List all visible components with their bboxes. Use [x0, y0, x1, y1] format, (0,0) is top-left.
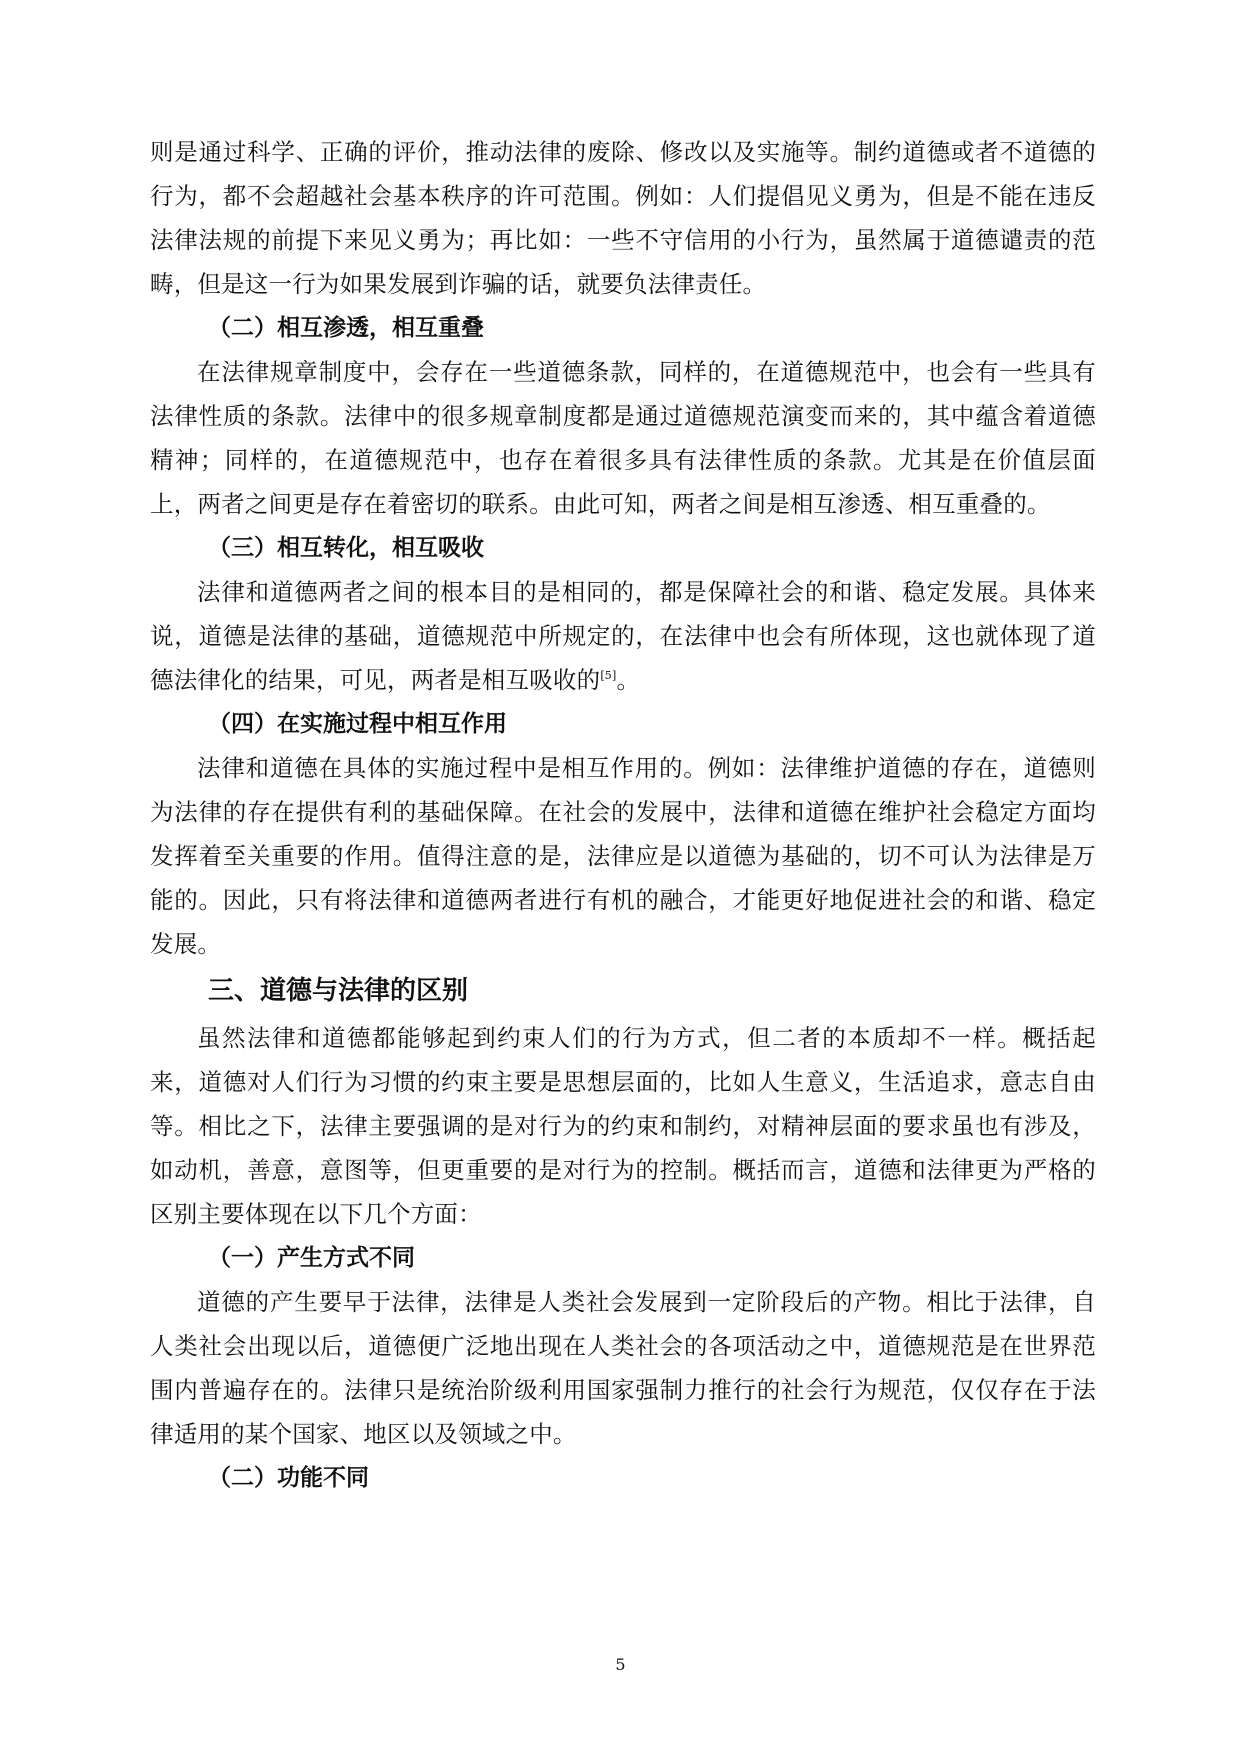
paragraph-mutual-transformation	[150, 570, 1096, 702]
paragraph-end: 。	[616, 666, 641, 694]
subheading-origin: （一）产生方式不同	[208, 1245, 415, 1271]
subheading-mutual-penetration: （二）相互渗透，相互重叠	[208, 315, 484, 341]
paragraph-differences-intro: 虽然法律和道德都能够起到约束人们的行为方式，但二者的本质却不一样。概括起来，道德对人们行为习惯的约束主要是思想层面的，比如人生意义，生活追求，意志自由等。相比之下，法律主要强调的是对行为的约束和制约，对精神层面的要求虽也有涉及，如动机，善意，意图等，但更重要的是对行为的控制。概括而言，道德和法律更为严格的区别主要体现在以下几个方面：	[150, 1024, 1096, 1228]
paragraph-mutual-penetration: 在法律规章制度中，会存在一些道德条款，同样的，在道德规范中，也会有一些具有法律性质的条款。法律中的很多规章制度都是通过道德规范演变而来的，其中蕴含着道德精神；同样的，在道德规范中，也存在着很多具有法律性质的条款。尤其是在价值层面上，两者之间更是存在着密切的联系。由此可知，两者之间是相互渗透、相互重叠的。	[150, 358, 1096, 518]
paragraph-text: 法律和道德两者之间的根本目的是相同的，都是保障社会的和谐、稳定发展。具体来说，道德是法律的基础，道德规范中所规定的，在法律中也会有所体现，这也就体现了道德法律化的结果，可见，两者是相互吸收的	[150, 578, 1096, 694]
subheading-interaction: （四）在实施过程中相互作用	[208, 711, 507, 737]
paragraph-continued: 则是通过科学、正确的评价，推动法律的废除、修改以及实施等。制约道德或者不道德的行为，都不会超越社会基本秩序的许可范围。例如：人们提倡见义勇为，但是不能在违反法律法规的前提下来见义勇为；再比如：一些不守信用的小行为，虽然属于道德谴责的范畴，但是这一行为如果发展到诈骗的话，就要负法律责任。	[150, 138, 1096, 298]
paragraph-origin: 道德的产生要早于法律，法律是人类社会发展到一定阶段后的产物。相比于法律，自人类社会出现以后，道德便广泛地出现在人类社会的各项活动之中，道德规范是在世界范围内普遍存在的。法律只是统治阶级利用国家强制力推行的社会行为规范，仅仅存在于法律适用的某个国家、地区以及领域之中。	[150, 1288, 1096, 1448]
paragraph-interaction: 法律和道德在具体的实施过程中是相互作用的。例如：法律维护道德的存在，道德则为法律的存在提供有利的基础保障。在社会的发展中，法律和道德在维护社会稳定方面均发挥着至关重要的作用。值得注意的是，法律应是以道德为基础的，切不可认为法律是万能的。因此，只有将法律和道德两者进行有机的融合，才能更好地促进社会的和谐、稳定发展。	[150, 754, 1096, 958]
section-heading-differences: 三、道德与法律的区别	[208, 976, 469, 1006]
citation-ref: [5]	[600, 669, 617, 682]
page-number: 5	[615, 1655, 626, 1674]
document-page	[150, 130, 1096, 1500]
subheading-function: （二）功能不同	[208, 1465, 369, 1491]
subheading-mutual-transformation: （三）相互转化，相互吸收	[208, 535, 484, 561]
